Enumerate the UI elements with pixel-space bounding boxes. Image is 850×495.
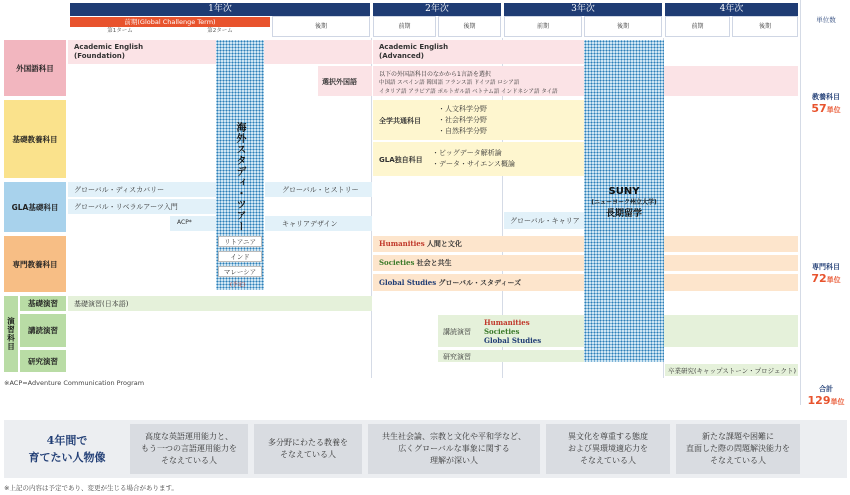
global-title: [379, 278, 521, 288]
trait-3-line2: 広くグローバルな事象に関する: [398, 444, 510, 453]
year-header-2: 2年次: [373, 3, 501, 16]
research-label: 研究演習: [443, 353, 471, 361]
destination-planned: (予定): [230, 282, 246, 288]
units-total-num: 129: [807, 394, 831, 407]
humanities-title: [379, 239, 462, 249]
lecture-societies: Societies: [484, 327, 520, 336]
destination-india: インド: [218, 251, 262, 262]
ae-advanced-line2: (Advanced): [379, 52, 425, 60]
y4-first-half: 前期: [665, 16, 730, 37]
units-liberal-label: 教養科目: [812, 93, 840, 101]
disclaimer: ※上記の内容は予定であり、変更が生じる場合があります。: [4, 484, 178, 492]
trait-3-line1: 共生社会論、宗教と文化や平和学など、: [382, 432, 526, 441]
category-practice: [4, 296, 18, 372]
y3-second-half: 後期: [584, 16, 662, 37]
lecture-humanities: Humanities: [484, 318, 530, 327]
trait-5-line1: 新たな課題や困難に: [702, 432, 774, 441]
ae-foundation-line2: (Foundation): [74, 52, 125, 60]
destination-malaysia: マレーシア: [218, 266, 262, 277]
ae-advanced-line1: Academic English: [379, 43, 449, 51]
units-specialized: [804, 262, 848, 285]
career-label: グローバル・キャリア: [510, 217, 580, 225]
y1-second-half: 後期: [272, 16, 370, 37]
suny-study: 長期留学: [605, 209, 642, 219]
y3-first-half: 前期: [504, 16, 582, 37]
trait-2-line2: そなえている人: [280, 450, 336, 459]
societies-en: Societies: [379, 258, 415, 267]
units-specialized-label: 専門科目: [812, 263, 840, 271]
lecture-label: 講読演習: [443, 328, 471, 336]
basic-course-label: 基礎演習(日本語): [74, 300, 129, 308]
acp-label: ACP*: [177, 219, 192, 226]
suny-text: [584, 186, 664, 219]
units-liberal-num: 57: [811, 102, 827, 115]
global-challenge-term: 前期(Global Challenge Term): [70, 17, 270, 27]
practice-lecture-label: 講読演習: [20, 314, 66, 347]
trait-1-line2: もう一つの言語運用能力を: [141, 444, 237, 453]
practice-research-label: 研究演習: [20, 350, 66, 372]
societies-title: [379, 258, 452, 268]
gla-own-label: GLA独自科目: [379, 156, 423, 164]
common-label: 全学共通科目: [379, 117, 421, 125]
trait-1-line1: 高度な英語運用能力と、: [145, 432, 233, 441]
year-header-1: 1年次: [70, 3, 370, 16]
traits-title: [12, 432, 122, 466]
lang-list-1: 中国語 スペイン語 韓国語 フランス語 ドイツ語 ロシア語: [379, 80, 520, 86]
lecture-global: Global Studies: [484, 336, 542, 345]
units-liberal-word: 単位: [826, 106, 841, 114]
trait-1-line3: そなえている人: [161, 456, 217, 465]
destination-lithuania: リトアニア: [218, 236, 262, 247]
units-total: [804, 384, 848, 407]
separator-units: [800, 0, 801, 405]
term-2-label: 第2ターム: [207, 28, 233, 34]
trait-4-line2: および異環境適応力を: [568, 444, 648, 453]
trait-5-line3: そなえている人: [710, 456, 766, 465]
gla-own-item-1: ・ビッグデータ解析論: [432, 149, 502, 157]
common-item-2: ・社会科学分野: [438, 116, 487, 124]
lang-list-2: イタリア語 アラビア語 ポルトガル語 ベトナム語 インドネシア語 タイ語: [379, 89, 558, 95]
suny-subtitle: (ニューヨーク州立大学): [591, 199, 657, 206]
term-1-label: 第1ターム: [107, 28, 133, 34]
acp-footnote: ※ACP=Adventure Communication Program: [4, 379, 145, 387]
y2-first-half: 前期: [373, 16, 436, 37]
career-design-label: キャリアデザイン: [282, 220, 338, 228]
global-jp: グローバル・スタディーズ: [438, 279, 522, 287]
humanities-jp: 人間と文化: [426, 240, 462, 248]
y2-second-half: 後期: [438, 16, 501, 37]
units-specialized-num: 72: [811, 272, 827, 285]
gla-own-item-2: ・データ・サイエンス概論: [432, 160, 516, 168]
trait-1: [130, 424, 248, 474]
trait-4: [546, 424, 670, 474]
year-header-3: 3年次: [504, 3, 662, 16]
units-total-word: 単位: [830, 398, 845, 406]
discovery-label: グローバル・ディスカバリー: [74, 186, 165, 194]
humanities-en: Humanities: [379, 239, 425, 248]
trait-4-line3: そなえている人: [580, 456, 636, 465]
graduation-label: 卒業研究(キャップストーン・プロジェクト): [668, 367, 797, 375]
trait-3-line3: 理解が深い人: [430, 456, 478, 465]
year-header-4: 4年次: [665, 3, 798, 16]
trait-5-line2: 直面した際の問題解決能力を: [686, 444, 790, 453]
traits-title-2: 育てたい人物像: [28, 451, 106, 464]
trait-4-line1: 異文化を尊重する態度: [568, 432, 648, 441]
category-practice-label: 演習科目: [6, 317, 16, 351]
practice-basic-label: 基礎演習: [20, 296, 66, 311]
ae-foundation-line1: Academic English: [74, 43, 144, 51]
lang-intro: 以下の外国語科目のなかから1言語を選択: [379, 71, 491, 78]
y4-second-half: 後期: [732, 16, 798, 37]
category-gla-basic: GLA基礎科目: [4, 182, 66, 232]
common-item-1: ・人文科学分野: [438, 105, 487, 113]
units-header: 単位数: [816, 16, 836, 24]
global-en: Global Studies: [379, 278, 437, 287]
liberal-label: グローバル・リベラルアーツ入門: [74, 203, 178, 211]
societies-jp: 社会と共生: [416, 259, 452, 267]
trait-5: [676, 424, 800, 474]
study-tour-title: 海外スタディ・ツアー: [234, 122, 245, 232]
units-liberal: [804, 92, 848, 115]
trait-3: [368, 424, 540, 474]
traits-title-1: 4年間で: [46, 434, 88, 447]
elective-lang-label: 選択外国語: [322, 78, 357, 86]
trait-2-line1: 多分野にわたる教養を: [268, 438, 348, 447]
category-foreign: 外国語科目: [4, 40, 66, 96]
trait-2: [254, 424, 362, 474]
units-total-label: 合計: [819, 385, 833, 393]
category-specialized: 専門教養科目: [4, 236, 66, 292]
suny-title: SUNY: [608, 186, 640, 197]
history-label: グローバル・ヒストリー: [282, 186, 359, 194]
common-item-3: ・自然科学分野: [438, 127, 487, 135]
category-basic: 基礎教養科目: [4, 100, 66, 178]
units-specialized-word: 単位: [826, 276, 841, 284]
